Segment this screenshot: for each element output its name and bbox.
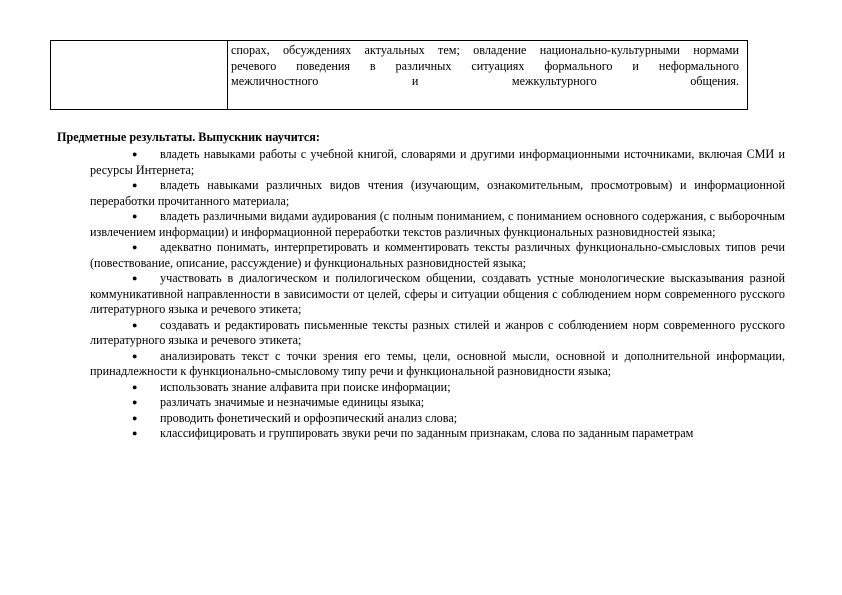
- table-cell-line: спорах, обсуждениях актуальных тем; овладение национально-культурными нормами: [231, 43, 739, 57]
- table-right-cell: [231, 43, 739, 90]
- bullet-icon: ●: [132, 412, 138, 423]
- list-item: [90, 240, 785, 271]
- list-item: [90, 318, 785, 349]
- list-item: [90, 209, 785, 240]
- bullet-icon: ●: [132, 149, 138, 159]
- list-item: [90, 271, 785, 318]
- list-item: [90, 411, 785, 427]
- results-list: [90, 147, 785, 442]
- bullet-icon: ●: [132, 381, 138, 392]
- table-cell-line: речевого поведения в различных ситуациях формального и неформального: [231, 58, 739, 73]
- list-item: [90, 349, 785, 380]
- list-item: [90, 426, 785, 442]
- bullet-icon: ●: [132, 180, 138, 190]
- bullet-icon: ●: [132, 428, 138, 438]
- list-item: [90, 178, 785, 209]
- bullet-icon: ●: [132, 211, 138, 221]
- table-cell-line: межличностного и межкультурного общения.: [231, 74, 739, 88]
- bullet-icon: ●: [132, 319, 138, 330]
- list-item-text: участвовать в диалогическом и полилогическом общении, создавать устные монологические высказывания разной коммуникативной направленности в зависимости от целей, сферы и ситуации общения с соблюдением норм современного русского литературного языка и речевого этикета;: [90, 271, 785, 316]
- bullet-icon: ●: [132, 397, 138, 407]
- list-item-text: различать значимые и незначимые единицы языка;: [160, 395, 425, 409]
- table-fragment: [50, 40, 748, 110]
- list-item-text: владеть различными видами аудирования (с полным пониманием, с пониманием основного содержания, с выборочным извлечением информации) и информационной переработки текстов различных функциональных разновидностей языка;: [90, 209, 785, 239]
- list-item-text: создавать и редактировать письменные тексты разных стилей и жанров с соблюдением норм современного русского литературного языка и речевого этикета;: [90, 317, 785, 347]
- bullet-icon: ●: [132, 242, 138, 252]
- list-item-text: классифицировать и группировать звуки речи по заданным признакам, слова по заданным параметрам: [160, 426, 694, 440]
- bullet-icon: ●: [132, 273, 138, 283]
- table-column-divider: [227, 41, 228, 109]
- list-item: [90, 395, 785, 411]
- list-item-text: владеть навыками работы с учебной книгой, словарями и другими информационными источниками, включая СМИ и ресурсы Интернета;: [90, 147, 785, 177]
- bullet-icon: ●: [132, 350, 138, 361]
- list-item-text: проводить фонетический и орфоэпический анализ слова;: [160, 410, 458, 425]
- list-item: [90, 380, 785, 396]
- list-item: [90, 147, 785, 178]
- section-heading: Предметные результаты. Выпускник научится:: [57, 130, 320, 144]
- list-item-text: использовать знание алфавита при поиске информации;: [160, 379, 451, 394]
- list-item-text: владеть навыками различных видов чтения (изучающим, ознакомительным, просмотровым) и информационной переработки прочитанного материала;: [90, 178, 785, 208]
- list-item-text: адекватно понимать, интерпретировать и комментировать тексты различных функционально-смысловых типов речи (повествование, описание, рассуждение) и функциональных разновидностей языка;: [90, 240, 785, 270]
- list-item-text: анализировать текст с точки зрения его темы, цели, основной мысли, основной и дополнительной информации, принадлежности к функционально-смысловому типу речи и функциональной разновидности языка;: [90, 348, 785, 378]
